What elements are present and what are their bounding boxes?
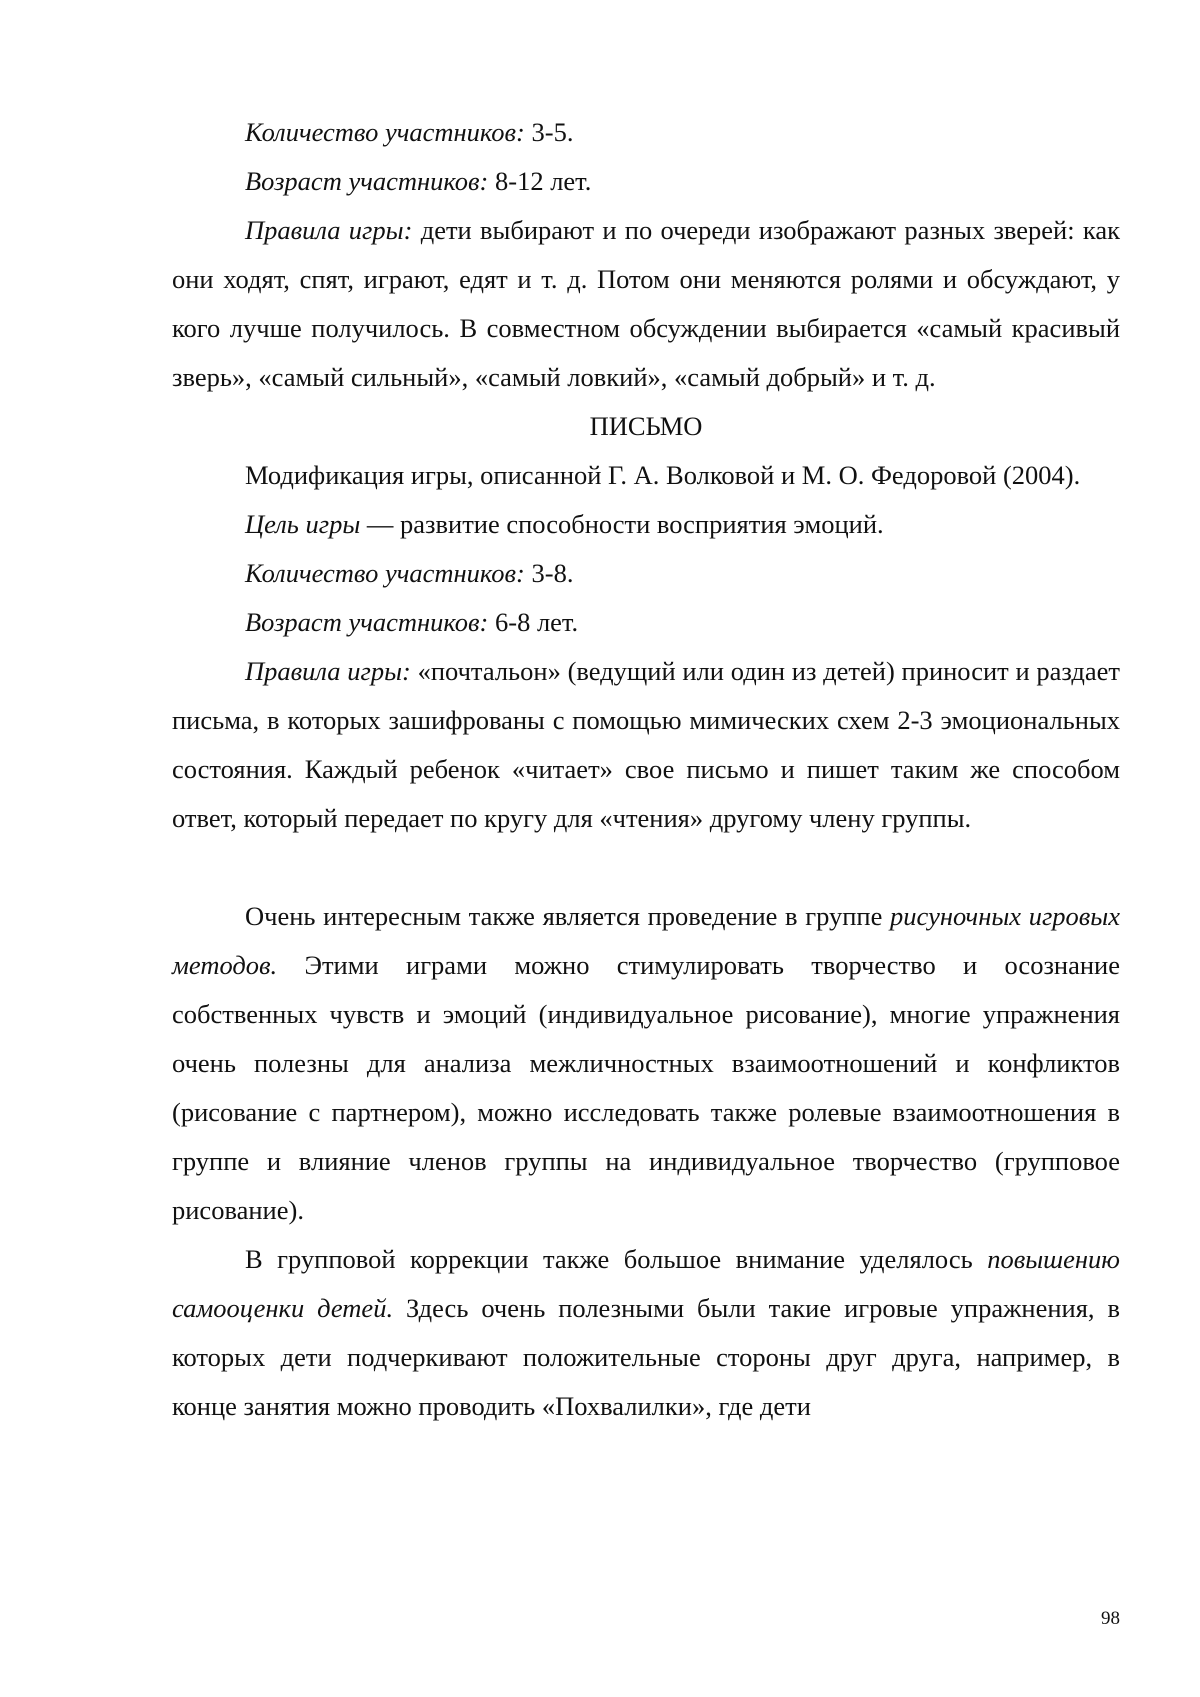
emphasis-drawing-methods: рисуночных игровых методов. — [172, 901, 1120, 980]
label-game-rules: Правила игры: — [245, 656, 411, 686]
text-drawing-methods: Этими играми можно стимулировать творчество и осознание собственных чувств и эмоций (индивидуальное рисование), многие упражнения очень полезны для анализа межличностных взаимоотношений и конфликтов (рисование с партнером), можно исследовать также ролевые взаимоотношения в группе и влияние членов группы на индивидуальное творчество (групповое рисование). — [172, 950, 1120, 1225]
section-heading-letter: ПИСЬМО — [589, 411, 703, 441]
text-game-rules: дети выбирают и по очереди изображают разных зверей: как они ходят, спят, играют, едят и т. д. Потом они меняются ролями и обсуждают, у кого лучше получилось. В совместном обсуждении выбирается «самый красивый зверь», «самый сильный», «самый ловкий», «самый добрый» и т. д. — [172, 215, 1120, 392]
value-participants-age: 6-8 лет. — [488, 607, 579, 637]
value-participants-count: 3-5. — [524, 117, 574, 147]
paragraph-participants-age-1 — [172, 157, 1120, 206]
label-participants-count: Количество участников: — [245, 117, 525, 147]
label-game-goal: Цель игры — [245, 509, 361, 539]
text-self-esteem-lead: В групповой коррекции также большое внимание уделялось — [245, 1244, 988, 1274]
paragraph-self-esteem — [172, 1235, 1120, 1431]
paragraph-game-rules-2 — [172, 647, 1120, 843]
text-drawing-methods-lead: Очень интересным также является проведение в группе — [245, 901, 890, 931]
paragraph-participants-age-2 — [172, 598, 1120, 647]
paragraph-participants-count-1 — [172, 108, 1120, 157]
value-participants-age: 8-12 лет. — [488, 166, 592, 196]
paragraph-gap — [172, 843, 1120, 892]
paragraph-participants-count-2 — [172, 549, 1120, 598]
emphasis-self-esteem: повышению самооценки детей. — [172, 1244, 1120, 1323]
page-number: 98 — [1101, 1608, 1120, 1629]
paragraph-drawing-methods — [172, 892, 1120, 1235]
label-participants-count: Количество участников: — [245, 558, 525, 588]
label-game-rules: Правила игры: — [245, 215, 413, 245]
paragraph-modification: Модификация игры, описанной Г. А. Волковой и М. О. Федоровой (2004). — [245, 460, 1081, 490]
text-self-esteem: Здесь очень полезными были такие игровые упражнения, в которых дети подчеркивают положительные стороны друг друга, например, в конце занятия можно проводить «Похвалилки», где дети — [172, 1293, 1120, 1421]
label-participants-age: Возраст участников: — [245, 166, 489, 196]
document-page — [172, 108, 1120, 1431]
paragraph-game-rules-1 — [172, 206, 1120, 402]
label-participants-age: Возраст участников: — [245, 607, 489, 637]
text-game-rules: «почтальон» (ведущий или один из детей) приносит и раздает письма, в которых зашифрованы с помощью мимических схем 2-3 эмоциональных состояния. Каждый ребенок «читает» свое письмо и пишет таким же способом ответ, который передает по кругу для «чтения» другому члену группы. — [172, 656, 1120, 833]
paragraph-game-goal — [172, 500, 1120, 549]
text-game-goal: — развитие способности восприятия эмоций. — [360, 509, 884, 539]
value-participants-count: 3-8. — [524, 558, 574, 588]
